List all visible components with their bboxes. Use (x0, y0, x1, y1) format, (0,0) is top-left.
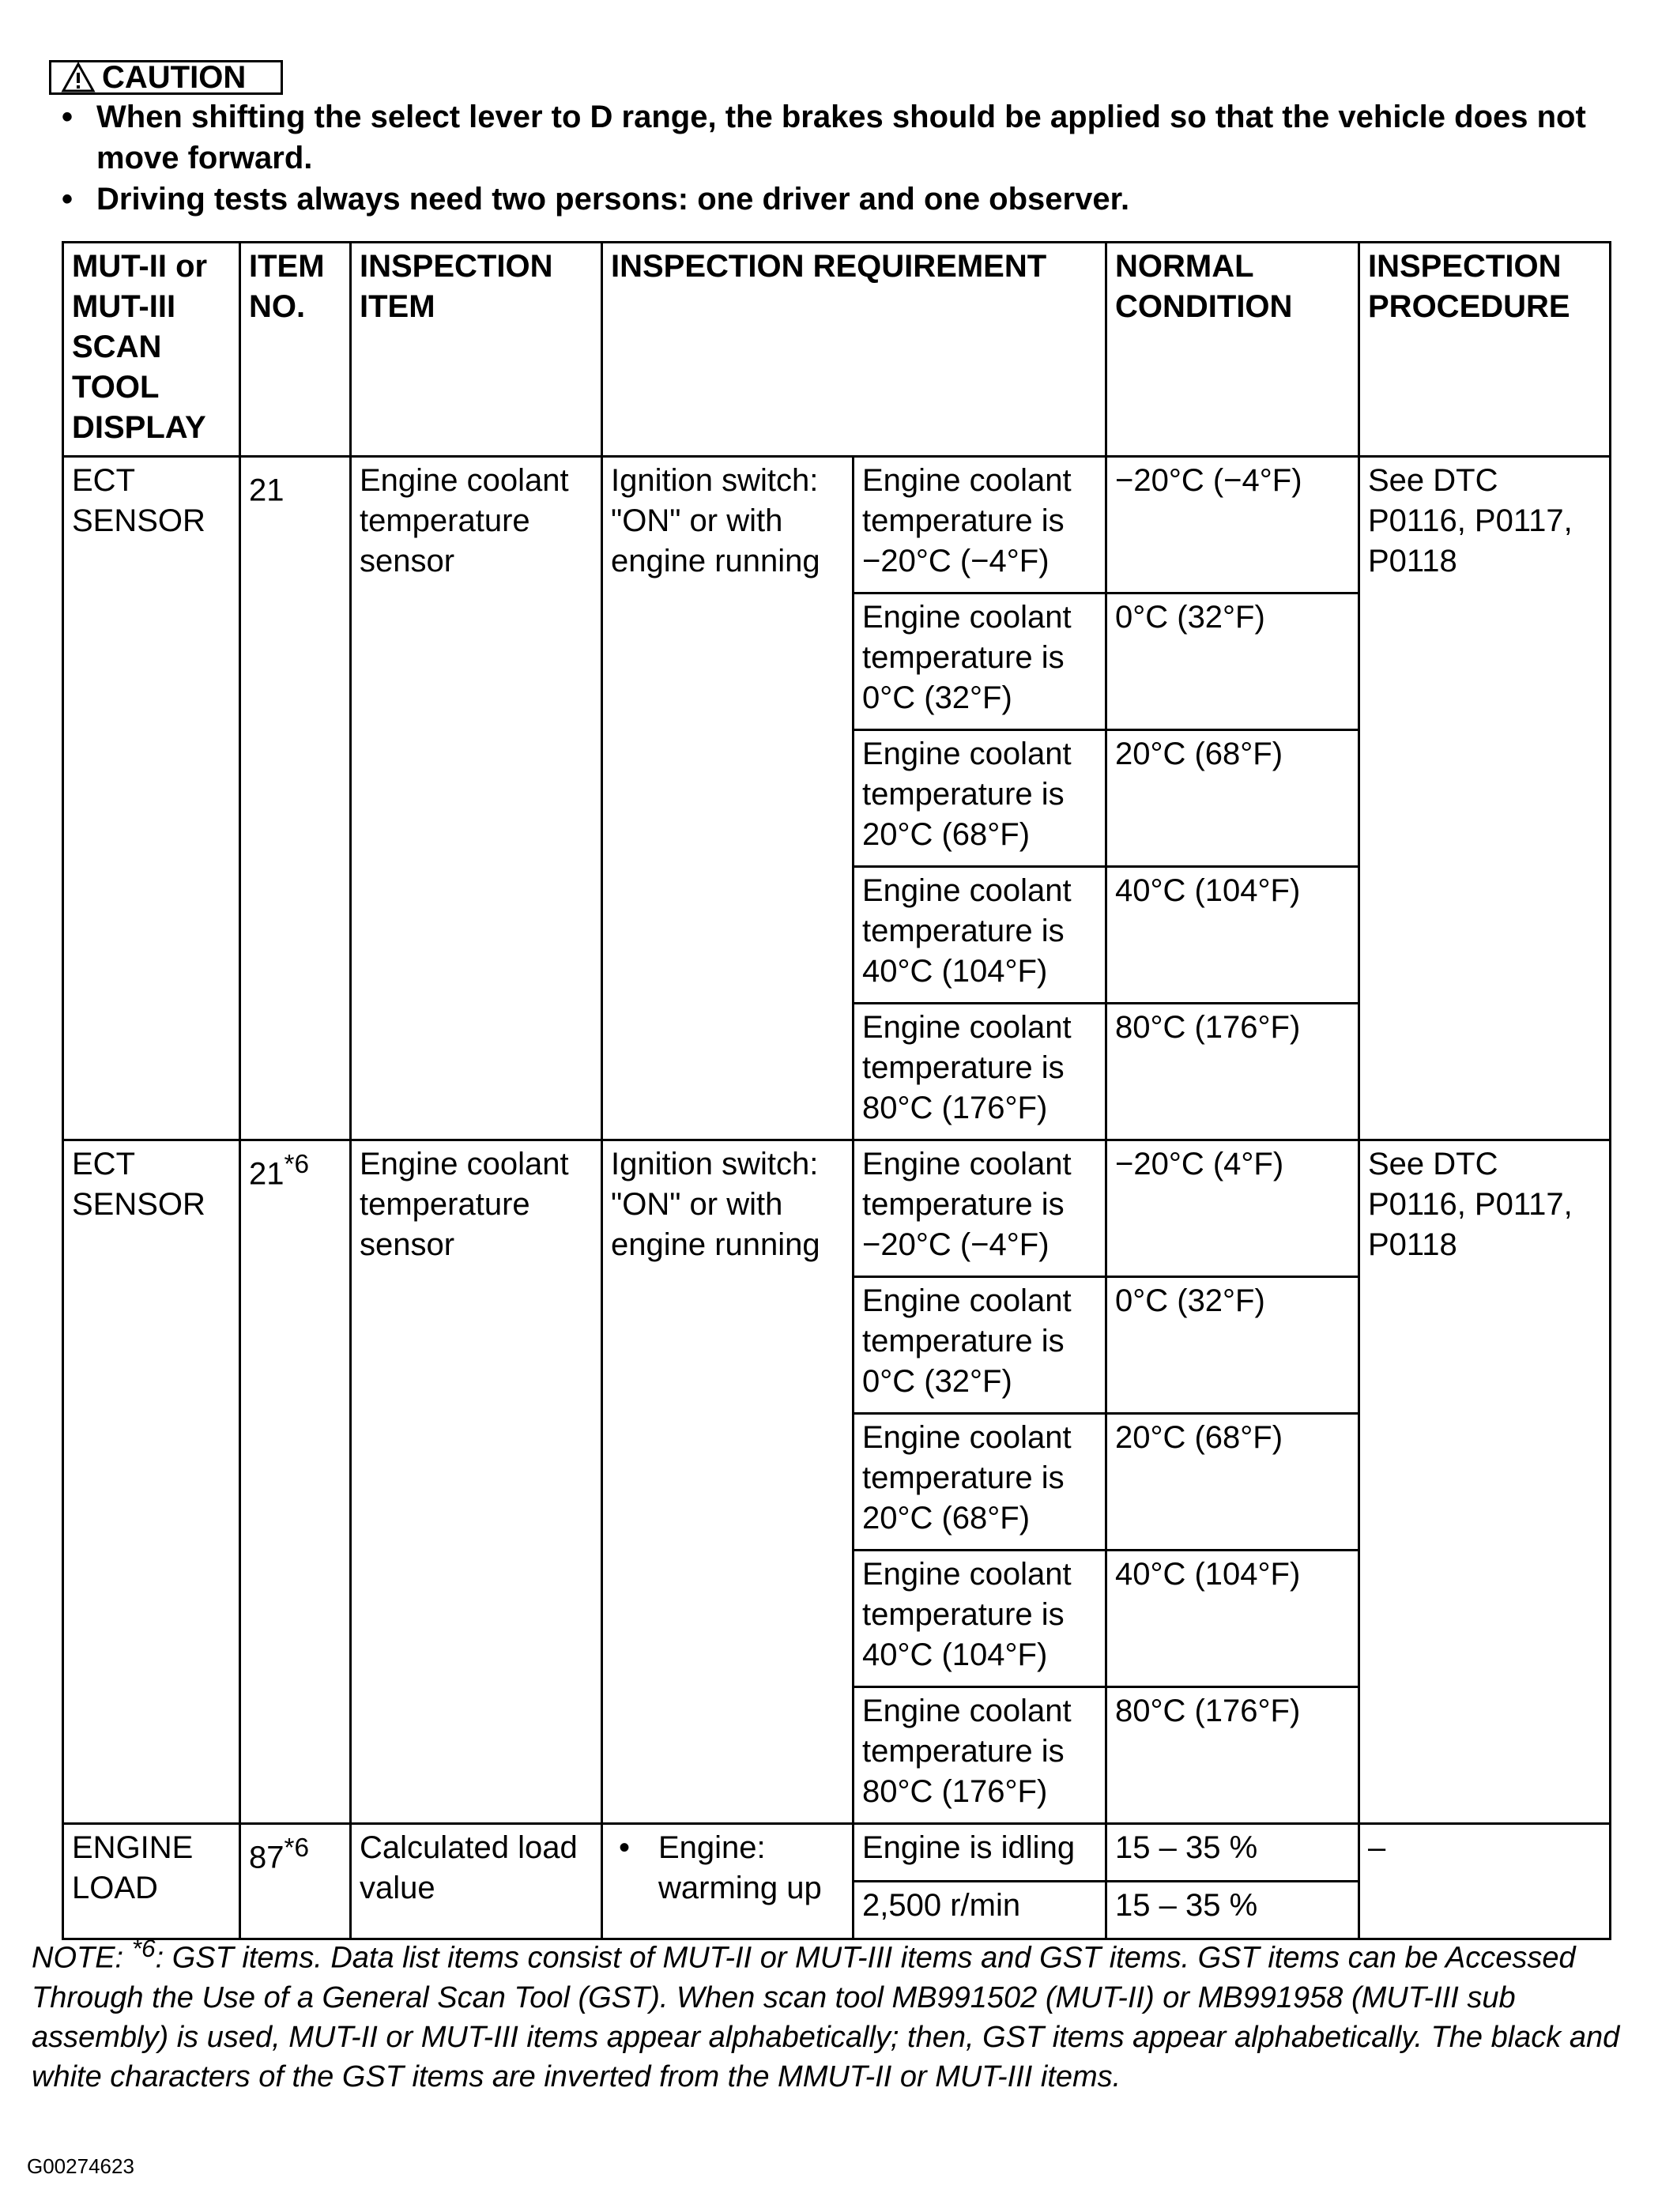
item-no-cell: 87$^{*6}$ (240, 1824, 351, 1939)
bullet-icon: • (62, 100, 73, 134)
normal-cell: 20°C (68°F) (1106, 730, 1359, 867)
header-normal-condition: NORMAL CONDITION (1106, 243, 1359, 457)
inspection-item-cell: Calculated load value (351, 1824, 602, 1939)
header-inspection-item: INSPECTION ITEM (351, 243, 602, 457)
caution-bullets (62, 96, 1634, 220)
caution-bullet: • When shifting the select lever to D range, the brakes should be applied so that the vehicle does not move forward. (62, 96, 1634, 179)
requirement-cell: Ignition switch: "ON" or with engine running (602, 457, 854, 1140)
table-row (63, 457, 1611, 594)
table-row (63, 1140, 1611, 1277)
procedure-cell: See DTC P0116, P0117, P0118 (1359, 457, 1611, 1140)
condition-cell: Engine coolant temperature is −20°C (−4°F) (854, 1140, 1106, 1277)
table-header-row (63, 243, 1611, 457)
normal-cell: 40°C (104°F) (1106, 867, 1359, 1004)
requirement-cell: • Engine: warming up (602, 1824, 854, 1939)
condition-cell: Engine is idling (854, 1824, 1106, 1882)
bullet-icon: • (619, 1830, 631, 1865)
procedure-cell: See DTC P0116, P0117, P0118 (1359, 1140, 1611, 1824)
normal-cell: 20°C (68°F) (1106, 1414, 1359, 1551)
procedure-cell: – (1359, 1824, 1611, 1939)
header-item-no: ITEM NO. (240, 243, 351, 457)
condition-cell: Engine coolant temperature is 0°C (32°F) (854, 594, 1106, 730)
condition-cell: Engine coolant temperature is 80°C (176°F) (854, 1687, 1106, 1824)
condition-cell: Engine coolant temperature is 20°C (68°F) (854, 1414, 1106, 1551)
condition-cell: Engine coolant temperature is 0°C (32°F) (854, 1277, 1106, 1414)
figure-id: G00274623 (27, 2154, 134, 2178)
condition-cell: Engine coolant temperature is −20°C (−4°F) (854, 457, 1106, 594)
normal-cell: −20°C (4°F) (1106, 1140, 1359, 1277)
bullet-icon: • (62, 182, 73, 217)
normal-cell: 80°C (176°F) (1106, 1687, 1359, 1824)
inspection-item-cell: Engine coolant temperature sensor (351, 1140, 602, 1824)
table-row (63, 1824, 1611, 1882)
header-inspection-procedure: INSPECTION PROCEDURE (1359, 243, 1611, 457)
normal-cell: 0°C (32°F) (1106, 594, 1359, 730)
condition-cell: Engine coolant temperature is 20°C (68°F) (854, 730, 1106, 867)
header-display: MUT-II or MUT-III SCAN TOOL DISPLAY (63, 243, 240, 457)
normal-cell: −20°C (−4°F) (1106, 457, 1359, 594)
item-no-cell: 21$^{*6}$ (240, 1140, 351, 1824)
condition-cell: Engine coolant temperature is 40°C (104°F) (854, 1551, 1106, 1687)
inspection-table (62, 241, 1611, 1940)
normal-cell: 80°C (176°F) (1106, 1004, 1359, 1140)
footnote: NOTE: $^{*6}$: GST items. Data list items consist of MUT-II or MUT-III items and GST items. GST items can be Accessed Through the Use of a General Scan Tool (GST). When scan tool MB991502 (MUT-II) or MB991958 (MUT-III sub assembly) is used, MUT-II or MUT-III items appear alphabetically; then, GST items appear alphabetically. The black and white characters of the GST items are inverted from the MMUT-II or MUT-III items. (32, 1934, 1620, 2093)
normal-cell: 0°C (32°F) (1106, 1277, 1359, 1414)
caution-label: CAUTION (102, 59, 247, 95)
display-cell: ECT SENSOR (63, 1140, 240, 1824)
requirement-cell: Ignition switch: "ON" or with engine running (602, 1140, 854, 1824)
condition-cell: Engine coolant temperature is 80°C (176°F) (854, 1004, 1106, 1140)
display-cell: ECT SENSOR (63, 457, 240, 1140)
normal-cell: 15 – 35 % (1106, 1882, 1359, 1939)
condition-cell: 2,500 r/min (854, 1882, 1106, 1939)
normal-cell: 40°C (104°F) (1106, 1551, 1359, 1687)
inspection-item-cell: Engine coolant temperature sensor (351, 457, 602, 1140)
item-no-cell: 21 (240, 457, 351, 1140)
condition-cell: Engine coolant temperature is 40°C (104°F) (854, 867, 1106, 1004)
display-cell: ENGINE LOAD (63, 1824, 240, 1939)
warning-triangle-icon (61, 62, 96, 93)
normal-cell: 15 – 35 % (1106, 1824, 1359, 1882)
caution-bullet: • Driving tests always need two persons: one driver and one observer. (62, 179, 1634, 220)
caution-box (49, 60, 283, 95)
header-requirement: INSPECTION REQUIREMENT (602, 243, 1106, 457)
